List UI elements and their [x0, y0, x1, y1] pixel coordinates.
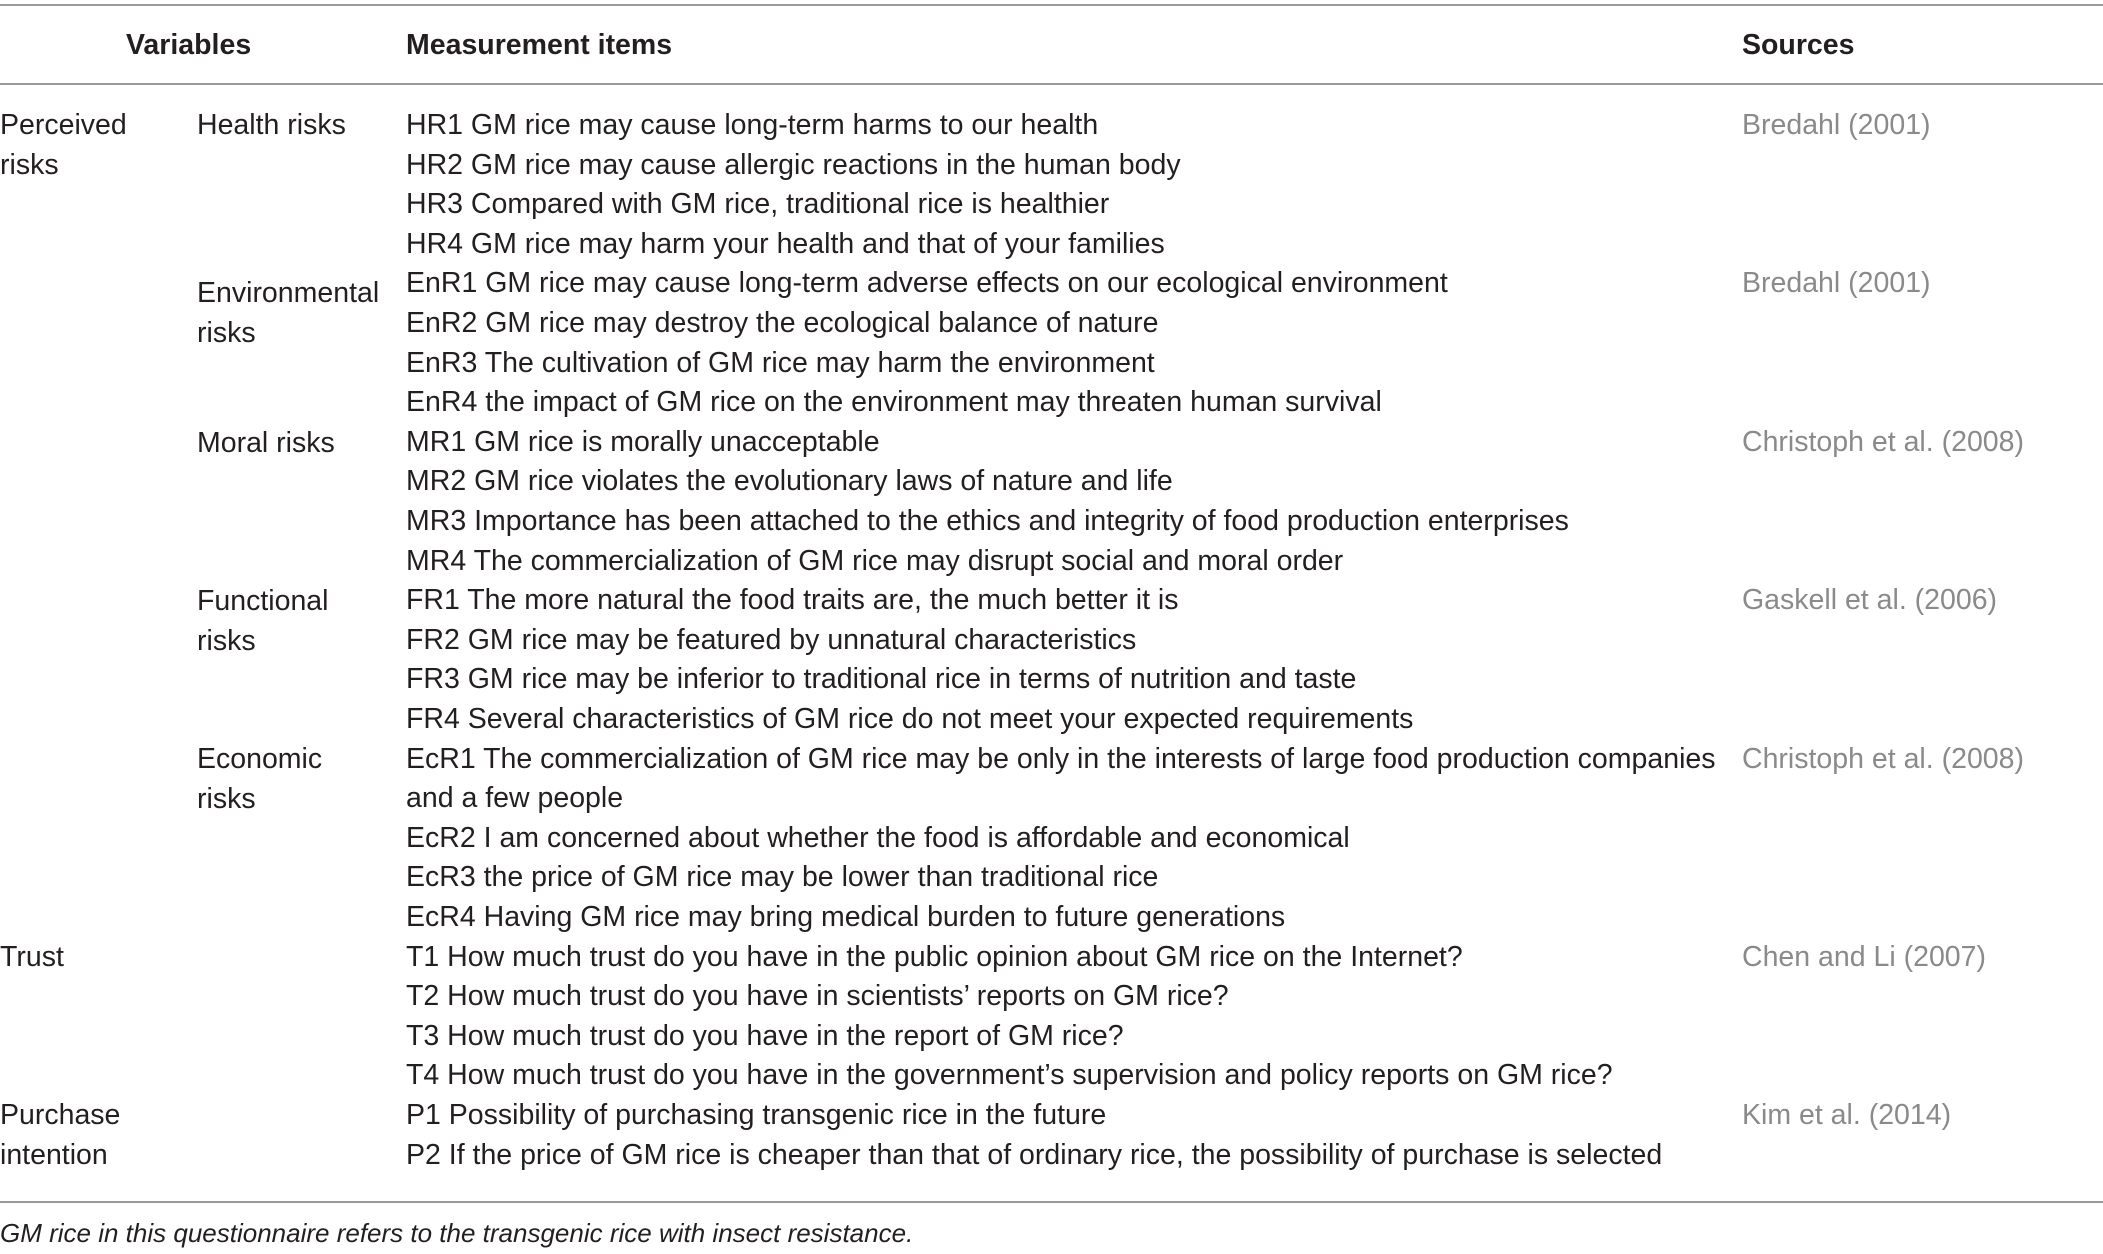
subvariable-environmental-risks-line1: Environmental — [197, 277, 380, 309]
source-environmental-risks: Bredahl (2001) — [1742, 267, 1931, 300]
item-EcR2: EcR2 I am concerned about whether the food is affordable and economical — [406, 821, 1350, 854]
source-moral-risks: Christoph et al. (2008) — [1742, 425, 2024, 458]
source-functional-risks: Gaskell et al. (2006) — [1742, 584, 1998, 617]
item-EnR1: EnR1 GM rice may cause long-term adverse effects on our ecological environment — [406, 267, 1448, 300]
source-purchase-intention: Kim et al. (2014) — [1742, 1099, 1952, 1131]
item-MR4: MR4 The commercialization of GM rice may disrupt social and moral order — [406, 544, 1344, 577]
item-EcR4: EcR4 Having GM rice may bring medical burden to future generations — [406, 901, 1286, 933]
item-T3: T3 How much trust do you have in the report of GM rice? — [406, 1019, 1124, 1052]
variable-perceived-risks-line1: Perceived — [0, 109, 127, 141]
item-T2: T2 How much trust do you have in scientists’ reports on GM rice? — [406, 980, 1229, 1013]
item-P1: P1 Possibility of purchasing transgenic rice in the future — [406, 1099, 1107, 1131]
table-bottom-rule — [0, 1201, 2103, 1203]
item-FR3: FR3 GM rice may be inferior to traditional rice in terms of nutrition and taste — [406, 663, 1357, 696]
subvariable-economic-risks-line1: Economic — [197, 743, 323, 775]
item-FR1: FR1 The more natural the food traits are, the much better it is — [406, 584, 1179, 617]
header-measurement-items: Measurement items — [406, 29, 673, 61]
variable-purchase-intention-line2: intention — [0, 1138, 108, 1171]
item-HR4: HR4 GM rice may harm your health and that of your families — [406, 227, 1165, 260]
item-MR3: MR3 Importance has been attached to the ethics and integrity of food production enterprises — [406, 505, 1569, 537]
item-HR3: HR3 Compared with GM rice, traditional rice is healthier — [406, 188, 1110, 221]
table-header-rule — [0, 83, 2103, 85]
item-EcR3: EcR3 the price of GM rice may be lower than traditional rice — [406, 861, 1159, 894]
item-P2: P2 If the price of GM rice is cheaper than that of ordinary rice, the possibility of purchase is selected — [406, 1138, 1663, 1171]
source-health-risks: Bredahl (2001) — [1742, 109, 1931, 141]
item-EnR3: EnR3 The cultivation of GM rice may harm the environment — [406, 346, 1155, 379]
subvariable-health-risks: Health risks — [197, 109, 346, 141]
item-EnR2: EnR2 GM rice may destroy the ecological balance of nature — [406, 307, 1159, 339]
item-MR1: MR1 GM rice is morally unacceptable — [406, 425, 880, 458]
source-trust: Chen and Li (2007) — [1742, 940, 1987, 973]
item-EcR1-line2: and a few people — [406, 782, 624, 815]
subvariable-economic-risks-line2: risks — [197, 782, 256, 815]
item-FR2: FR2 GM rice may be featured by unnatural characteristics — [406, 623, 1137, 656]
subvariable-functional-risks-line1: Functional — [197, 585, 329, 617]
item-FR4: FR4 Several characteristics of GM rice do not meet your expected requirements — [406, 703, 1414, 735]
variable-purchase-intention-line1: Purchase — [0, 1099, 121, 1131]
item-T1: T1 How much trust do you have in the public opinion about GM rice on the Internet? — [406, 940, 1463, 973]
subvariable-environmental-risks-line2: risks — [197, 316, 256, 349]
item-HR2: HR2 GM rice may cause allergic reactions in the human body — [406, 148, 1181, 181]
item-EnR4: EnR4 the impact of GM rice on the environment may threaten human survival — [406, 386, 1382, 419]
item-T4: T4 How much trust do you have in the government’s supervision and policy reports on GM rice? — [406, 1059, 1613, 1092]
subvariable-moral-risks: Moral risks — [197, 427, 335, 459]
source-economic-risks: Christoph et al. (2008) — [1742, 742, 2024, 775]
table-footnote: GM rice in this questionnaire refers to the transgenic rice with insect resistance. — [0, 1218, 914, 1248]
subvariable-functional-risks-line2: risks — [197, 624, 256, 657]
table-top-rule — [0, 4, 2103, 6]
item-EcR1-line1: EcR1 The commercialization of GM rice may be only in the interests of large food production companies — [406, 742, 1716, 775]
header-sources: Sources — [1742, 29, 1855, 61]
header-variables: Variables — [126, 29, 252, 61]
item-HR1: HR1 GM rice may cause long-term harms to our health — [406, 109, 1099, 141]
item-MR2: MR2 GM rice violates the evolutionary laws of nature and life — [406, 465, 1173, 498]
variable-trust: Trust — [0, 941, 64, 973]
variable-perceived-risks-line2: risks — [0, 148, 59, 181]
